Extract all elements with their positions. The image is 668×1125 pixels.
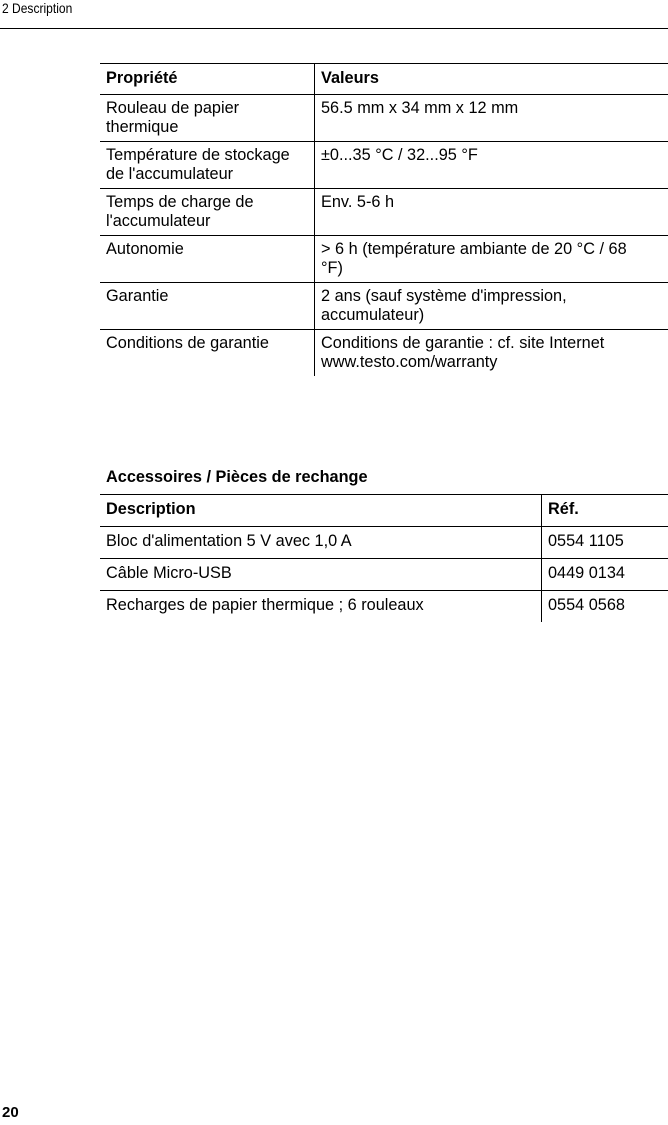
- table-row: [100, 591, 668, 623]
- table-row: [100, 142, 668, 189]
- accessories-heading: Accessoires / Pièces de rechange: [106, 468, 368, 486]
- page-header: [0, 0, 668, 29]
- property-cell: Rouleau de papier thermique: [100, 95, 315, 142]
- column-header: Valeurs: [321, 69, 379, 87]
- table-row: [100, 330, 668, 377]
- table-row: [100, 559, 668, 591]
- table-row: [100, 527, 668, 559]
- reference-cell: 0554 1105: [548, 532, 624, 550]
- property-cell: Temps de charge de l'accumulateur: [100, 189, 315, 236]
- specification-table: [100, 63, 668, 376]
- value-cell: Env. 5-6 h: [321, 193, 395, 211]
- property-cell: Garantie: [100, 283, 315, 330]
- description-cell: Câble Micro-USB: [100, 559, 542, 591]
- column-header: Réf.: [548, 500, 579, 518]
- value-cell: ±0...35 °C / 32...95 °F: [321, 146, 478, 164]
- description-cell: Recharges de papier thermique ; 6 rouleaux: [100, 591, 542, 623]
- page-number: 20: [2, 1104, 19, 1121]
- table-row: [100, 283, 668, 330]
- column-header: Propriété: [100, 64, 315, 95]
- column-header: Description: [100, 495, 542, 527]
- table-row: [100, 236, 668, 283]
- accessories-table: [100, 494, 668, 622]
- table-header-row: [100, 495, 668, 527]
- table-header-row: [100, 64, 668, 95]
- description-cell: Bloc d'alimentation 5 V avec 1,0 A: [100, 527, 542, 559]
- property-cell: Autonomie: [100, 236, 315, 283]
- reference-cell: 0554 0568: [548, 596, 625, 614]
- value-cell: 2 ans (sauf système d'impression, accumulateur): [321, 287, 567, 324]
- property-cell: Conditions de garantie: [100, 330, 315, 377]
- table-row: [100, 189, 668, 236]
- value-cell: > 6 h (température ambiante de 20 °C / 68 °F): [321, 240, 627, 277]
- value-cell: Conditions de garantie : cf. site Internet www.testo.com/warranty: [321, 334, 605, 371]
- reference-cell: 0449 0134: [548, 564, 625, 582]
- property-cell: Température de stockage de l'accumulateur: [100, 142, 315, 189]
- table-row: [100, 95, 668, 142]
- section-title-header: 2 Description: [2, 0, 73, 16]
- value-cell: 56.5 mm x 34 mm x 12 mm: [321, 99, 519, 117]
